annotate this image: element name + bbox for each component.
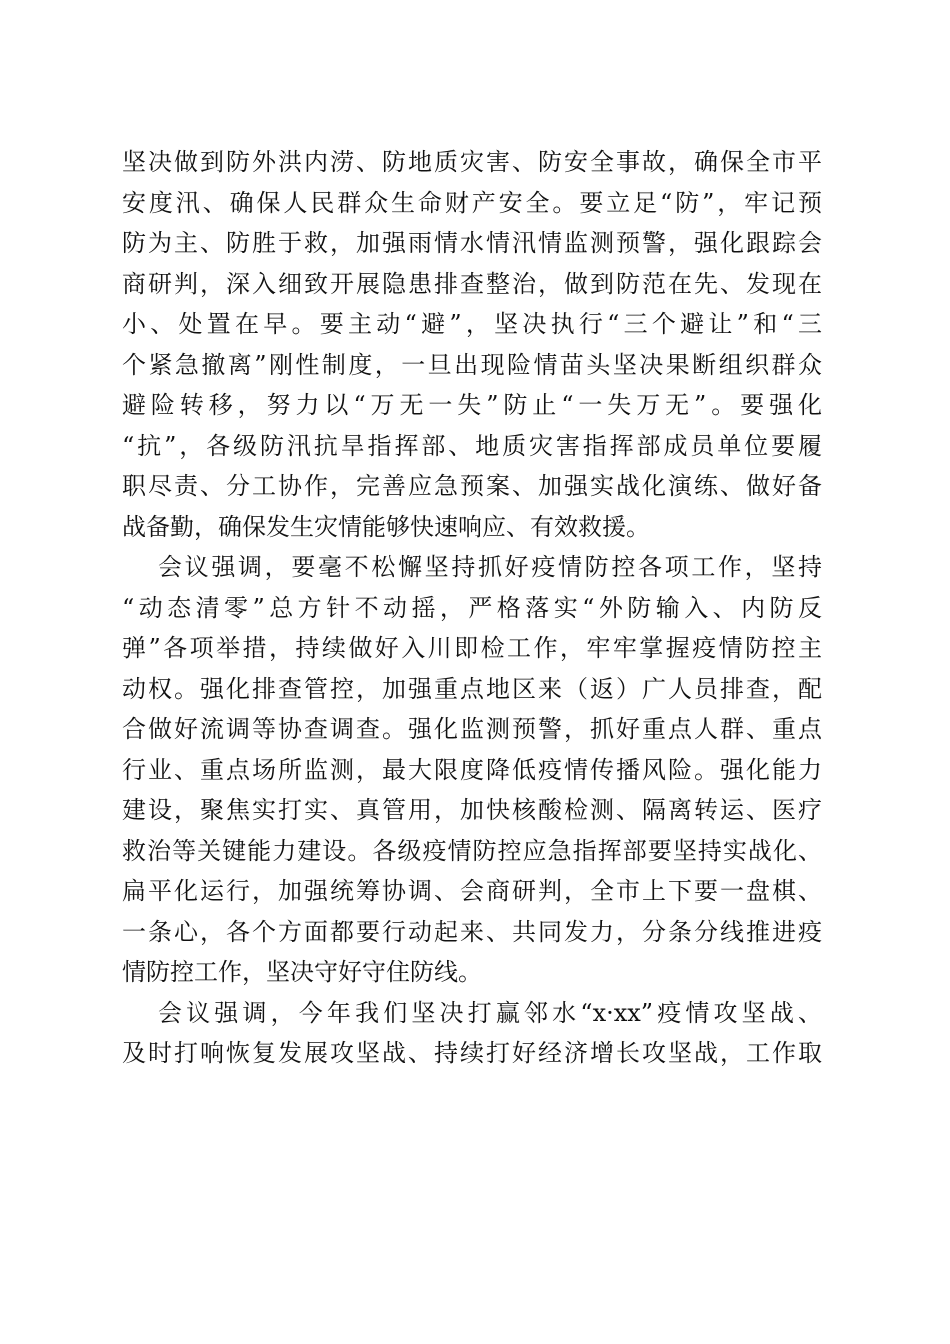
text-line: 防为主、防胜于救，加强雨情水情汛情监测预警，强化跟踪会 (122, 229, 822, 257)
text-line: 会议强调，今年我们坚决打赢邻水“x·xx”疫情攻坚战、 (158, 998, 822, 1027)
text-line: 个紧急撤离”刚性制度，一旦出现险情苗头坚决果断组织群众 (122, 350, 822, 379)
text-line: 坚决做到防外洪内涝、防地质灾害、防安全事故，确保全市平 (122, 148, 822, 176)
text-line: 商研判，深入细致开展隐患排查整治，做到防范在先、发现在 (122, 269, 822, 298)
text-line: 情防控工作，坚决守好守住防线。 (122, 958, 482, 986)
text-line: 职尽责、分工协作，完善应急预案、加强实战化演练、做好备 (122, 472, 822, 500)
text-line: “抗”，各级防汛抗旱指挥部、地质灾害指挥部成员单位要履 (122, 431, 822, 460)
text-line: “动态清零”总方针不动摇，严格落实“外防输入、内防反 (122, 593, 822, 622)
text-line: 安度汛、确保人民群众生命财产安全。要立足“防”，牢记预 (122, 188, 822, 217)
paragraph-2 (122, 547, 822, 993)
text-line: 建设，聚焦实打实、真管用，加快核酸检测、隔离转运、医疗 (122, 796, 822, 824)
text-line: 救治等关键能力建设。各级疫情防控应急指挥部要坚持实战化、 (122, 836, 822, 865)
text-line: 动权。强化排查管控，加强重点地区来（返）广人员排查，配 (122, 674, 822, 703)
text-line: 扁平化运行，加强统筹协调、会商研判，全市上下要一盘棋、 (122, 877, 822, 905)
paragraph-1 (122, 142, 822, 547)
text-line: 弹”各项举措，持续做好入川即检工作，牢牢掌握疫情防控主 (122, 634, 822, 662)
text-line: 战备勤，确保发生灾情能够快速响应、有效救援。 (122, 512, 650, 541)
text-line: 会议强调，要毫不松懈坚持抓好疫情防控各项工作，坚持 (158, 553, 822, 581)
text-line: 小、处置在早。要主动“避”，坚决执行“三个避让”和“三 (122, 310, 822, 338)
text-line: 避险转移，努力以“万无一失”防止“一失万无”。要强化 (122, 391, 822, 419)
text-line: 合做好流调等协查调查。强化监测预警，抓好重点人群、重点 (122, 715, 822, 743)
paragraph-3 (122, 993, 822, 1074)
text-line: 行业、重点场所监测，最大限度降低疫情传播风险。强化能力 (122, 755, 822, 784)
text-line: 一条心，各个方面都要行动起来、共同发力，分条分线推进疫 (122, 917, 822, 946)
document-body (122, 142, 822, 1074)
text-line: 及时打响恢复发展攻坚战、持续打好经济增长攻坚战，工作取 (122, 1039, 822, 1067)
